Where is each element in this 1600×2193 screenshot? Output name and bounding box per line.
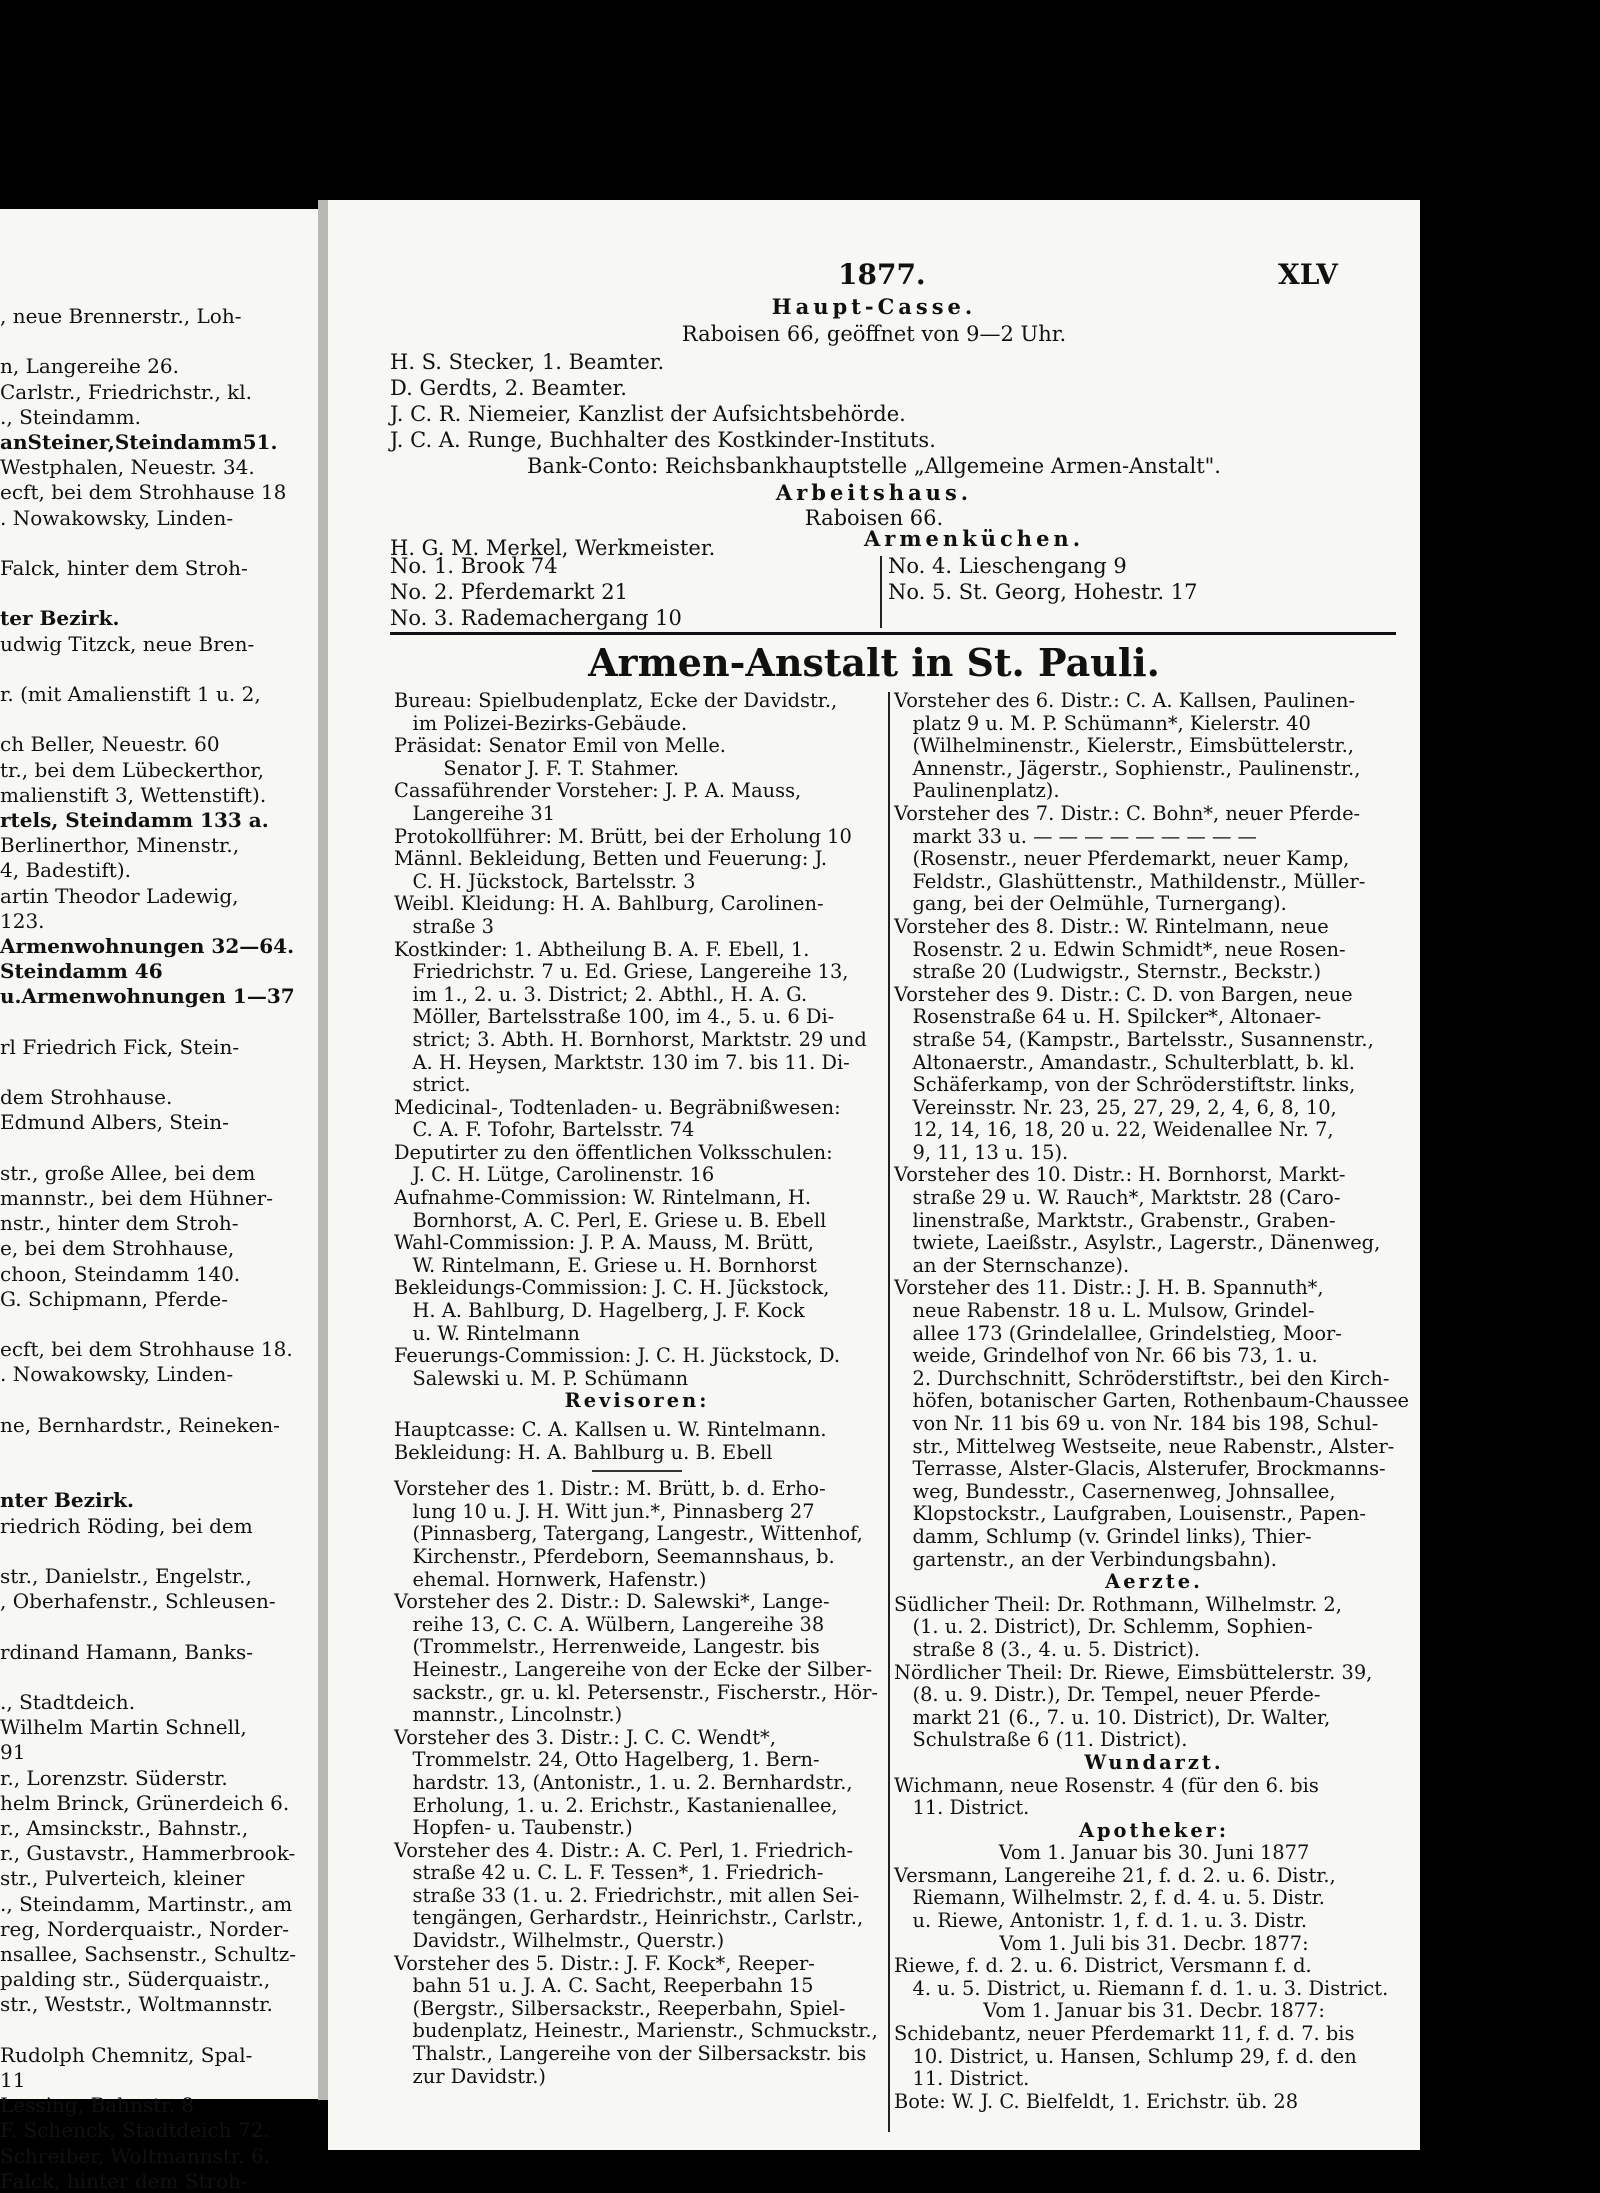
short-rule (592, 1470, 682, 1472)
text-line: 9, 11, 13 u. 15). (894, 1140, 1069, 1164)
text-line: Bekleidung: H. A. Bahlburg u. B. Ebell (394, 1440, 773, 1464)
text-line: Thalstr., Langereihe von der Silbersackstr. bis (394, 2042, 867, 2066)
text-line: im Polizei-Bezirks-Gebäude. (394, 711, 688, 735)
text-line: Medicinal-, Todtenladen- u. Begräbnißwesen: (394, 1095, 841, 1119)
text-line: Schulstraße 6 (11. District). (894, 1728, 1188, 1752)
armenkuechen-title: Armenküchen. (863, 526, 1085, 551)
text-line: platz 9 u. M. P. Schümann*, Kielerstr. 40 (894, 711, 1311, 735)
text-line: reihe 13, C. C. A. Wülbern, Langereihe 38 (394, 1612, 825, 1636)
text-line: straße 54, (Kampstr., Bartelsstr., Susannenstr., (894, 1027, 1374, 1051)
text-line: Vorsteher des 5. Distr.: J. F. Kock*, Reeper- (394, 1951, 815, 1975)
left-page-line: Falck, hinter dem Stroh- (0, 556, 248, 580)
left-page-line: Lessing, Bahnstr. 8 (0, 2093, 194, 2118)
text-line: höfen, botanischer Garten, Rothenbaum-Chaussee (894, 1389, 1410, 1413)
text-line: Schidebantz, neuer Pferdemarkt 11, f. d. 7. bis (894, 2022, 1355, 2046)
text-line: Präsidat: Senator Emil von Melle. (394, 734, 726, 758)
left-page-line: Edmund Albers, Stein- (0, 1110, 229, 1135)
text-line: Davidstr., Wilhelmstr., Querstr.) (394, 1929, 725, 1953)
text-line: Vorsteher des 6. Distr.: C. A. Kallsen, Paulinen- (894, 689, 1356, 712)
text-line: (Pinnasberg, Tatergang, Langestr., Wittenhof, (394, 1522, 863, 1546)
text-line: Vorsteher des 7. Distr.: C. Bohn*, neuer Pferde- (894, 801, 1361, 825)
left-page-line: riedrich Röding, bei dem (0, 1513, 253, 1538)
text-line: Vorsteher des 10. Distr.: H. Bornhorst, Markt- (894, 1163, 1346, 1187)
section-heading: Aerzte. (1105, 1570, 1203, 1594)
text-line: straße 33 (1. u. 2. Friedrichstr., mit allen Sei- (394, 1883, 860, 1907)
text-line: weide, Grindelhof von Nr. 66 bis 73, 1. u. (894, 1344, 1318, 1368)
text-line: Bureau: Spielbudenplatz, Ecke der Davidstr., (394, 689, 838, 712)
book-spine (318, 200, 328, 2100)
text-line: budenplatz, Heinestr., Marienstr., Schmuckstr., (394, 2019, 878, 2043)
text-line: mannstr., Lincolnstr.) (394, 1703, 623, 1727)
text-line: Wahl-Commission: J. P. A. Mauss, M. Brütt, (394, 1231, 814, 1255)
text-line: sackstr., gr. u. kl. Petersenstr., Fischerstr., Hör- (394, 1680, 878, 1704)
text-line: H. A. Bahlburg, D. Hagelberg, J. F. Kock (394, 1299, 805, 1323)
text-line: twiete, Laeißstr., Asylstr., Lagerstr., Dänenweg, (894, 1231, 1381, 1255)
left-page-line: rl Friedrich Fick, Stein- (0, 1034, 240, 1059)
left-page-line: tr., bei dem Lübeckerthor, (0, 757, 265, 782)
left-page-line: Wilhelm Martin Schnell, (0, 1715, 247, 1740)
text-line: markt 21 (6., 7. u. 10. District), Dr. Walter, (894, 1705, 1331, 1729)
section-heading: Revisoren: (564, 1389, 710, 1413)
text-line: Annenstr., Jägerstr., Sophienstr., Paulinenstr., (894, 756, 1361, 780)
text-line: 4. u. 5. District, u. Riemann f. d. 1. u. 3. District. (894, 1976, 1389, 2000)
left-page-line: ecft, bei dem Strohhause 18 (0, 480, 287, 505)
text-line: Altonaerstr., Amandastr., Schulterblatt, b. kl. (894, 1050, 1355, 1074)
page-year: 1877. (838, 258, 926, 291)
left-page-line: ch Beller, Neuestr. 60 (0, 732, 220, 757)
text-line: (Trommelstr., Herrenweide, Langestr. bis (394, 1635, 820, 1659)
text-line: markt 33 u. — — — — — — — — — (894, 824, 1257, 848)
text-line: Möller, Bartelsstraße 100, im 4., 5. u. 6 Di- (394, 1005, 835, 1029)
text-line: (Rosenstr., neuer Pferdemarkt, neuer Kamp, (894, 847, 1350, 871)
kitchen-entry: No. 1. Brook 74 (390, 554, 558, 578)
right-column (894, 690, 1414, 2113)
text-line: Deputirter zu den öffentlichen Volksschulen: (394, 1140, 833, 1164)
haupt-casse-line: J. C. R. Niemeier, Kanzlist der Aufsichtsbehörde. (390, 402, 906, 426)
left-page-line: ter Bezirk. (0, 606, 120, 631)
text-line: (Bergstr., Silbersackstr., Reeperbahn, Spiel- (394, 1996, 846, 2020)
text-line: Vorsteher des 4. Distr.: A. C. Perl, 1. Friedrich- (394, 1838, 854, 1862)
text-line: straße 8 (3., 4. u. 5. District). (894, 1637, 1201, 1661)
kitchen-entry: No. 3. Rademachergang 10 (390, 606, 682, 630)
left-page-line: malienstift 3, Wettenstift). (0, 782, 267, 807)
left-page-line: Carlstr., Friedrichstr., kl. (0, 379, 253, 404)
left-page-line: 91 (0, 1740, 26, 1765)
left-page-line: r. (mit Amalienstift 1 u. 2, (0, 682, 261, 706)
haupt-casse-line: H. S. Stecker, 1. Beamter. (390, 350, 665, 374)
bank-conto: Bank-Conto: Reichsbankhauptstelle „Allgemeine Armen-Anstalt". (527, 454, 1221, 478)
text-line: Kostkinder: 1. Abtheilung B. A. F. Ebell, 1. (394, 937, 810, 961)
left-page-line: Berlinerthor, Minenstr., (0, 833, 240, 858)
text-line: Protokollführer: M. Brütt, bei der Erholung 10 (394, 824, 852, 848)
text-line: 11. District. (894, 2067, 1030, 2091)
text-line: linenstraße, Marktstr., Grabenstr., Graben- (894, 1208, 1336, 1232)
left-page-line: choon, Steindamm 140. (0, 1261, 241, 1286)
main-title: Armen-Anstalt in St. Pauli. (588, 640, 1160, 685)
left-page-line: anSteiner,Steindamm51. (0, 430, 278, 454)
left-page-line: r., Amsinckstr., Bahnstr., (0, 1816, 249, 1840)
text-line: u. Riewe, Antonistr. 1, f. d. 1. u. 3. Distr. (894, 1909, 1308, 1933)
text-line: Hopfen- u. Taubenstr.) (394, 1816, 633, 1840)
text-line: weg, Bundesstr., Casernenweg, Johnsallee, (894, 1479, 1336, 1503)
left-page-line: reg, Norderquaistr., Norder- (0, 1916, 290, 1941)
left-page-line: rdinand Hamann, Banks- (0, 1639, 253, 1664)
text-line: Bote: W. J. C. Bielfeldt, 1. Erichstr. üb. 28 (894, 2089, 1299, 2113)
left-page-line: Rudolph Chemnitz, Spal- (0, 2042, 253, 2067)
text-line: (1. u. 2. District), Dr. Schlemm, Sophien- (894, 1615, 1313, 1639)
text-line: Feldstr., Glashüttenstr., Mathildenstr., Müller- (894, 869, 1366, 893)
haupt-casse-title: Haupt-Casse. (771, 294, 977, 319)
text-line: Vorsteher des 2. Distr.: D. Salewski*, Lange- (394, 1590, 830, 1614)
left-page-line: Armenwohnungen 32—64. (0, 934, 295, 958)
left-page-line: , neue Brennerstr., Loh- (0, 304, 242, 328)
right-page (328, 200, 1420, 2150)
left-column (394, 690, 880, 2088)
left-page-line: ne, Bernhardstr., Reineken- (0, 1412, 280, 1437)
section-heading: Apotheker: (1078, 1818, 1230, 1842)
text-line: (Wilhelminenstr., Kielerstr., Eimsbüttelerstr., (894, 734, 1354, 758)
text-line: str., Mittelweg Westseite, neue Rabenstr., Alster- (894, 1434, 1395, 1458)
left-page-line: ., Stadtdeich. (0, 1690, 136, 1714)
left-page-line: ., Steindamm. (0, 404, 141, 429)
date-range-line: Vom 1. Juli bis 31. Decbr. 1877: (999, 1931, 1309, 1955)
text-line: Riemann, Wilhelmstr. 2, f. d. 4. u. 5. Distr. (894, 1886, 1325, 1910)
text-line: J. C. H. Lütge, Carolinenstr. 16 (394, 1163, 715, 1187)
left-page-line: str., Weststr., Woltmannstr. (0, 1992, 273, 2017)
text-line: ehemal. Hornwerk, Hafenstr.) (394, 1567, 707, 1591)
text-line: 11. District. (894, 1796, 1030, 1820)
page-number: XLV (1278, 258, 1338, 291)
text-line: neue Rabenstr. 18 u. L. Mulsow, Grindel- (894, 1299, 1315, 1323)
text-line: von Nr. 11 bis 69 u. von Nr. 184 bis 198, Schul- (894, 1412, 1379, 1435)
left-page-line: nsallee, Sachsenstr., Schultz- (0, 1942, 297, 1966)
left-page-line: palding str., Süderquaistr., (0, 1967, 271, 1992)
text-line: Heinestr., Langereihe von der Ecke der Silber- (394, 1657, 873, 1681)
text-line: straße 20 (Ludwigstr., Sternstr., Beckstr.) (894, 960, 1322, 984)
text-line: Feuerungs-Commission: J. C. H. Jückstock, D. (394, 1344, 840, 1368)
text-line: Rosenstraße 64 u. H. Spilcker*, Altonaer- (894, 1005, 1322, 1029)
text-line: Vorsteher des 3. Distr.: J. C. C. Wendt*, (394, 1725, 776, 1749)
text-line: C. A. F. Tofohr, Bartelsstr. 74 (394, 1118, 695, 1142)
left-page-line: r., Lorenzstr. Süderstr. (0, 1765, 228, 1790)
left-page-line: G. Schipmann, Pferde- (0, 1286, 228, 1311)
text-line: damm, Schlump (v. Grindel links), Thier- (894, 1524, 1312, 1548)
text-line: Senator J. F. T. Stahmer. (394, 756, 680, 780)
text-line: lung 10 u. J. H. Witt jun.*, Pinnasberg 27 (394, 1499, 815, 1523)
left-page-line: . Nowakowsky, Linden- (0, 505, 234, 530)
left-page-line: helm Brinck, Grünerdeich 6. (0, 1790, 290, 1815)
date-range-line: Vom 1. Januar bis 30. Juni 1877 (998, 1841, 1310, 1865)
text-line: Bekleidungs-Commission: J. C. H. Jückstock, (394, 1276, 830, 1300)
text-line: Vorsteher des 9. Distr.: C. D. von Bargen, neue (894, 982, 1353, 1006)
left-page-line: dem Strohhause. (0, 1085, 173, 1110)
text-line: Kirchenstr., Pferdeborn, Seemannshaus, b. (394, 1544, 835, 1568)
arbeitshaus-title: Arbeitshaus. (775, 480, 973, 505)
haupt-casse-line: D. Gerdts, 2. Beamter. (390, 376, 627, 400)
left-page-line: n, Langereihe 26. (0, 354, 179, 379)
left-page-line: . Nowakowsky, Linden- (0, 1362, 234, 1387)
text-line: Südlicher Theil: Dr. Rothmann, Wilhelmstr. 2, (894, 1592, 1342, 1616)
text-line: Männl. Bekleidung, Betten und Feuerung: J. (394, 847, 828, 871)
left-page-line: str., Pulverteich, kleiner (0, 1866, 245, 1891)
text-line: Trommelstr. 24, Otto Hagelberg, 1. Bern- (394, 1748, 820, 1772)
text-line: A. H. Heysen, Marktstr. 130 im 7. bis 11. Di- (394, 1050, 850, 1074)
text-line: Hauptcasse: C. A. Kallsen u. W. Rintelmann. (394, 1418, 827, 1441)
text-line: 12, 14, 16, 18, 20 u. 22, Weidenallee Nr. 7, (894, 1118, 1334, 1142)
left-page-line: Schreiber, Woltmannstr. 6. (0, 2143, 271, 2168)
text-line: an der Sternschanze). (894, 1253, 1130, 1277)
text-line: Schäferkamp, von der Schröderstiftstr. links, (894, 1073, 1356, 1097)
text-line: 10. District, u. Hansen, Schlump 29, f. d. den (894, 2044, 1357, 2068)
column-divider (888, 692, 890, 2132)
left-page-line: e, bei dem Strohhause, (0, 1236, 235, 1261)
text-line: Langereihe 31 (394, 801, 556, 825)
left-page-line: , Oberhafenstr., Schleusen- (0, 1589, 276, 1614)
text-line: strict. (394, 1073, 471, 1097)
text-line: Cassaführender Vorsteher: J. P. A. Mauss, (394, 779, 802, 803)
left-page-line: F. Schenck, Stadtdeich 72. (0, 2118, 270, 2143)
text-line: Vorsteher des 1. Distr.: M. Brütt, b. d. Erho- (394, 1477, 826, 1501)
text-line: C. H. Jückstock, Bartelsstr. 3 (394, 869, 696, 893)
text-line: tengängen, Gerhardstr., Heinrichstr., Carlstr., (394, 1906, 864, 1930)
text-line: bahn 51 u. J. A. C. Sacht, Reeperbahn 15 (394, 1974, 814, 1998)
section-heading: Wundarzt. (1084, 1750, 1224, 1774)
text-line: Aufnahme-Commission: W. Rintelmann, H. (394, 1186, 812, 1210)
left-facing-page (0, 209, 318, 2193)
left-page-line: u.Armenwohnungen 1—37 (0, 984, 295, 1009)
text-line: Rosenstr. 2 u. Edwin Schmidt*, neue Rosen- (894, 937, 1346, 961)
text-line: im 1., 2. u. 3. District; 2. Abthl., H. A. G. (394, 982, 808, 1006)
left-page-line: udwig Titzck, neue Bren- (0, 631, 255, 656)
text-line: straße 3 (394, 914, 495, 938)
text-line: Erholung, 1. u. 2. Erichstr., Kastanienallee, (394, 1793, 838, 1817)
text-line: Riewe, f. d. 2. u. 6. District, Versmann f. d. (894, 1954, 1312, 1978)
kitchen-divider (880, 556, 882, 628)
text-line: Klopstockstr., Laufgraben, Louisenstr., Papen- (894, 1502, 1366, 1526)
text-line: Wichmann, neue Rosenstr. 4 (für den 6. bis (894, 1773, 1319, 1797)
text-line: straße 42 u. C. L. F. Tessen*, 1. Friedrich- (394, 1861, 824, 1885)
text-line: allee 173 (Grindelallee, Grindelstieg, Moor- (894, 1321, 1342, 1345)
text-line: Vereinsstr. Nr. 23, 25, 27, 29, 2, 4, 6, 8, 10, (894, 1095, 1337, 1119)
text-line: Versmann, Langereihe 21, f. d. 2. u. 6. Distr., (894, 1863, 1336, 1887)
text-line: Bornhorst, A. C. Perl, E. Griese u. B. Ebell (394, 1208, 827, 1232)
text-line: Weibl. Kleidung: H. A. Bahlburg, Carolinen- (394, 892, 824, 916)
text-line: W. Rintelmann, E. Griese u. H. Bornhorst (394, 1253, 817, 1277)
text-line: Paulinenplatz). (894, 779, 1060, 803)
text-line: Vorsteher des 8. Distr.: W. Rintelmann, neue (894, 914, 1329, 938)
date-range-line: Vom 1. Januar bis 31. Decbr. 1877: (983, 1999, 1325, 2023)
text-line: u. W. Rintelmann (394, 1321, 580, 1345)
arbeitshaus-person: H. G. M. Merkel, Werkmeister. (390, 536, 716, 560)
left-page-line: str., große Allee, bei dem (0, 1160, 256, 1185)
left-page-line: 4, Badestift). (0, 858, 131, 883)
haupt-casse-line: J. C. A. Runge, Buchhalter des Kostkinder-Instituts. (390, 428, 936, 452)
text-line: gang, bei der Oelmühle, Turnergang). (894, 892, 1287, 916)
left-page-line: Westphalen, Neuestr. 34. (0, 455, 255, 480)
left-page-line: ., Steindamm, Martinstr., am (0, 1891, 293, 1916)
left-page-line: 123. (0, 908, 45, 933)
kitchen-entry: No. 2. Pferdemarkt 21 (390, 580, 628, 604)
haupt-casse-address: Raboisen 66, geöffnet von 9—2 Uhr. (681, 322, 1067, 346)
text-line: hardstr. 13, (Antonistr., 1. u. 2. Bernhardstr., (394, 1770, 853, 1794)
left-page-line: nter Bezirk. (0, 1488, 134, 1513)
text-line: Friedrichstr. 7 u. Ed. Griese, Langereihe 13, (394, 960, 849, 984)
left-page-line: Falck, hinter dem Stroh- (0, 2168, 248, 2193)
left-page-line: artin Theodor Ladewig, (0, 883, 239, 908)
text-line: Terrasse, Alster-Glacis, Alsterufer, Brockmanns- (894, 1457, 1386, 1481)
text-line: strict; 3. Abth. H. Bornhorst, Marktstr. 29 und (394, 1027, 867, 1051)
text-line: Nördlicher Theil: Dr. Riewe, Eimsbüttelerstr. 39, (894, 1660, 1373, 1684)
text-line: zur Davidstr.) (394, 2064, 546, 2088)
text-line: Salewski u. M. P. Schümann (394, 1366, 689, 1390)
left-page-line: Steindamm 46 (0, 959, 163, 984)
text-line: straße 29 u. W. Rauch*, Marktstr. 28 (Caro- (894, 1186, 1341, 1210)
text-line: (8. u. 9. Distr.), Dr. Tempel, neuer Pferde- (894, 1683, 1321, 1707)
text-line: 2. Durchschnitt, Schröderstiftstr., bei den Kirch- (894, 1366, 1390, 1390)
kitchen-entry: No. 5. St. Georg, Hohestr. 17 (888, 580, 1198, 604)
arbeitshaus-address: Raboisen 66. (804, 506, 944, 530)
text-line: gartenstr., an der Verbindungsbahn). (894, 1547, 1277, 1571)
kitchen-entry: No. 4. Lieschengang 9 (888, 554, 1127, 578)
left-page-line: ecft, bei dem Strohhause 18. (0, 1337, 293, 1362)
left-page-line: rtels, Steindamm 133 a. (0, 808, 269, 832)
left-page-line: 11 (0, 2068, 26, 2092)
left-page-line: mannstr., bei dem Hühner- (0, 1186, 273, 1210)
left-page-line: r., Gustavstr., Hammerbrook- (0, 1841, 296, 1866)
left-page-line: str., Danielstr., Engelstr., (0, 1564, 252, 1588)
left-page-line: nstr., hinter dem Stroh- (0, 1211, 239, 1236)
text-line: Vorsteher des 11. Distr.: J. H. B. Spannuth*, (894, 1276, 1324, 1300)
section-rule (390, 632, 1396, 635)
